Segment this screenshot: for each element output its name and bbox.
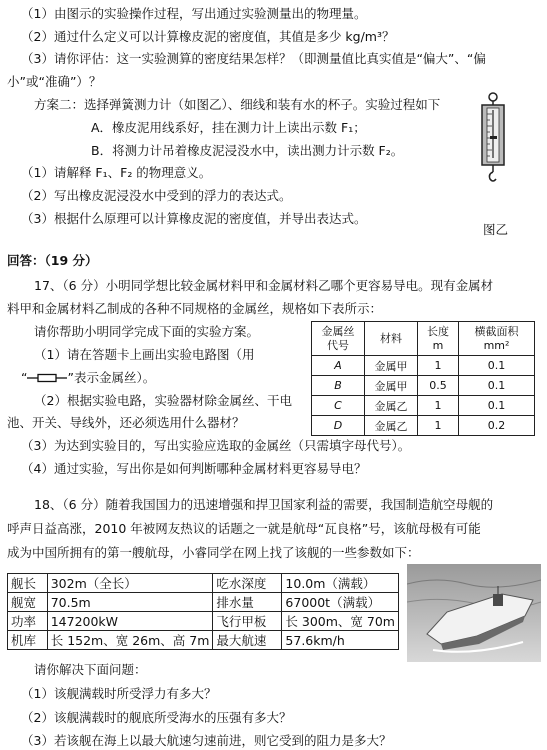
- step-a: A．橡皮泥用线系好，挂在测力计上读出示数 F₁；: [91, 120, 366, 135]
- table-cell: 0.1: [459, 356, 535, 376]
- table-cell: 57.6km/h: [282, 631, 399, 650]
- table-cell: A: [312, 356, 365, 376]
- aircraft-carrier-photo: [407, 564, 541, 662]
- header-line: m: [432, 338, 444, 352]
- table-cell: 金属乙: [365, 416, 418, 436]
- table-row: [8, 631, 399, 650]
- header-line: 代号: [327, 338, 349, 352]
- table-cell: 0.2: [459, 416, 535, 436]
- question-line: （3）请你评估：这一实验测算的密度结果怎样？（即测量值比真实值是“偏大”、“偏: [21, 51, 486, 66]
- table-cell: 10.0m（满载）: [282, 574, 399, 593]
- q18-line: 呼声日益高涨，2010 年被网友热议的话题之一就是航母“瓦良格”号，该航母极有可能: [7, 521, 481, 536]
- header-cell: [418, 322, 459, 356]
- q17-sub: （3）为达到实验目的，写出实验应选取的金属丝（只需填字母代号）。: [21, 438, 411, 453]
- table-row: [8, 574, 399, 593]
- table-cell: 最大航速: [213, 631, 282, 650]
- step-b: B．将测力计吊着橡皮泥浸没水中，读出测力计示数 F₂。: [91, 143, 404, 158]
- table-cell: B: [312, 376, 365, 396]
- table-cell: 1: [418, 356, 459, 376]
- table-cell: D: [312, 416, 365, 436]
- question-line: （1）由图示的实验操作过程，写出通过实验测量出的物理量。: [21, 6, 367, 21]
- quote-close: ”表示金属丝）。: [67, 370, 156, 385]
- table-row: [8, 612, 399, 631]
- q18-sub: （3）若该舰在海上以最大航速匀速前进，则它受到的阻力是多大？: [21, 733, 392, 748]
- table-cell: 147200kW: [47, 612, 213, 631]
- q18-prompt: 请你解决下面问题：: [34, 662, 147, 677]
- table-row: [8, 593, 399, 612]
- header-cell: [312, 322, 365, 356]
- q18-sub: （2）该舰满载时的舰底所受海水的压强有多大？: [21, 710, 292, 725]
- ship-spec-table: [7, 573, 399, 650]
- table-cell: 0.1: [459, 396, 535, 416]
- table-cell: 67000t（满载）: [282, 593, 399, 612]
- q18-line: 18、（6 分）随着我国国力的迅速增强和捍卫国家利益的需要，我国制造航空母舰的: [34, 497, 494, 512]
- q17-sub: （2）根据实验电路，实验器材除金属丝、干电: [34, 393, 292, 408]
- table-cell: 302m（全长）: [47, 574, 213, 593]
- wire-spec-table: [311, 321, 535, 436]
- answer-header: 回答：（19 分）: [7, 253, 98, 268]
- resistor-symbol: [27, 373, 67, 383]
- question-line: （1）请解释 F₁、F₂ 的物理意义。: [21, 165, 212, 180]
- q17-sub: （1）请在答题卡上画出实验电路图（用: [34, 347, 255, 362]
- table-cell: 70.5m: [47, 593, 213, 612]
- header-line: mm²: [483, 338, 510, 352]
- q17-line: 请你帮助小明同学完成下面的实验方案。: [34, 324, 260, 339]
- table-cell: 长 300m、宽 70m: [282, 612, 399, 631]
- q18-sub: （1）该舰满载时所受浮力有多大？: [21, 686, 217, 701]
- quote-open: “: [21, 370, 28, 385]
- q17-sub: 池、开关、导线外，还必须选用什么器材？: [7, 415, 245, 430]
- q17-line: 17、（6 分）小明同学想比较金属材料甲和金属材料乙哪个更容易导电。现有金属材: [34, 278, 494, 293]
- figure-label: 图乙: [483, 222, 509, 237]
- table-header-row: [312, 322, 535, 356]
- question-line: （2）写出橡皮泥浸没水中受到的浮力的表达式。: [21, 188, 292, 203]
- table-row: [312, 376, 535, 396]
- table-cell: 金属甲: [365, 376, 418, 396]
- table-cell: 金属甲: [365, 356, 418, 376]
- q17-sub: [21, 370, 155, 386]
- table-cell: 舰长: [8, 574, 48, 593]
- question-line: 小”或“准确”）？: [7, 74, 102, 89]
- table-cell: 排水量: [213, 593, 282, 612]
- q17-line: 料甲和金属材料乙制成的各种不同规格的金属丝，规格如下表所示：: [7, 301, 383, 316]
- table-cell: 功率: [8, 612, 48, 631]
- question-line: （2）通过什么定义可以计算橡皮泥的密度值，其值是多少 kg/m³？: [21, 29, 395, 44]
- table-cell: 飞行甲板: [213, 612, 282, 631]
- question-line: （3）根据什么原理可以计算橡皮泥的密度值，并导出表达式。: [21, 211, 367, 226]
- table-row: [312, 396, 535, 416]
- q18-line: 成为中国所拥有的第一艘航母，小睿同学在网上找了该舰的一些参数如下：: [7, 545, 420, 560]
- header-cell: [459, 322, 535, 356]
- table-cell: 金属乙: [365, 396, 418, 416]
- table-cell: 机库: [8, 631, 48, 650]
- table-cell: 长 152m、宽 26m、高 7m: [47, 631, 213, 650]
- table-row: [312, 416, 535, 436]
- header-line: 金属丝: [321, 324, 355, 338]
- header-line: 长度: [427, 324, 449, 338]
- table-cell: C: [312, 396, 365, 416]
- table-row: [312, 356, 535, 376]
- spring-scale-figure: [475, 92, 511, 184]
- table-cell: 1: [418, 396, 459, 416]
- header-line: 横截面积: [474, 324, 519, 338]
- header-line: 材料: [380, 331, 402, 345]
- table-cell: 舰宽: [8, 593, 48, 612]
- table-cell: 吃水深度: [213, 574, 282, 593]
- table-cell: 0.5: [418, 376, 459, 396]
- q17-sub: （4）通过实验，写出你是如何判断哪种金属材料更容易导电？: [21, 461, 367, 476]
- header-cell: [365, 322, 418, 356]
- table-cell: 0.1: [459, 376, 535, 396]
- plan2-intro: 方案二：选择弹簧测力计（如图乙）、细线和装有水的杯子。实验过程如下: [34, 97, 441, 112]
- table-cell: 1: [418, 416, 459, 436]
